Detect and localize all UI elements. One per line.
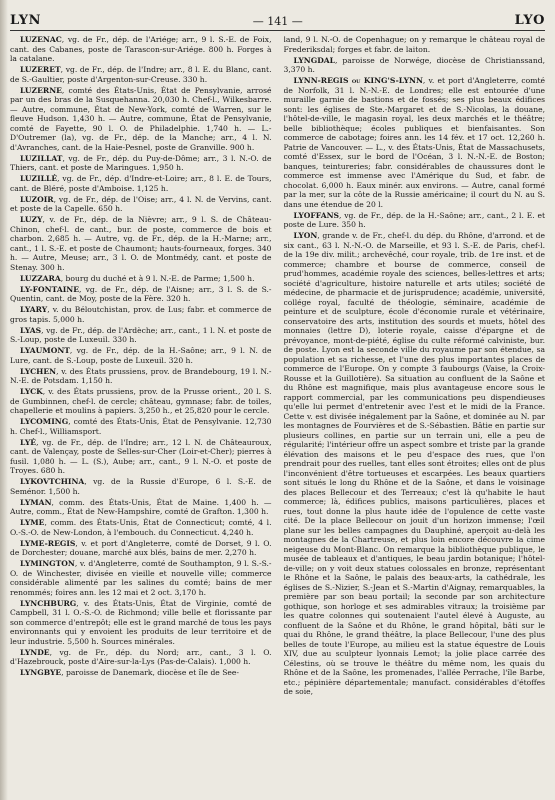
- entry-text: , v. des États prussiens, prov. de Brandebourg, 19 l. N.-N.-E. de Potsdam. 1,150 h.: [10, 366, 272, 385]
- dictionary-entry: [10, 285, 272, 304]
- entry-headword: LYNGBYE: [20, 668, 62, 677]
- entry-text: , v. et port d'Angleterre, comté de Dorset, 9 l. O. de Dorchester; douane, marché aux blés, bains de mer. 2,270 h.: [10, 538, 272, 557]
- dictionary-entry: [10, 86, 272, 153]
- entry-headword: LUZILLÉ: [20, 174, 58, 183]
- entry-text: , vg. de Fr., dép. de l'Ardèche; arr., cant., 1 l. N. et poste de S.-Loup, poste de Luxeuil. 330 h.: [10, 325, 272, 344]
- entry-text: , vg. de Fr., dép. d'Indre-et-Loire; arr., 8 l. E. de Tours, cant. de Bléré, poste d'Amboise. 1,125 h.: [10, 174, 272, 193]
- dictionary-entry: [284, 211, 546, 230]
- entry-headword: LUZILLAT: [20, 153, 63, 163]
- dictionary-entry: [10, 518, 272, 537]
- entry-headword: LYMINGTON: [20, 559, 75, 568]
- entry-headword: LYMAN: [20, 497, 52, 507]
- entry-headword: LYARY: [20, 305, 48, 314]
- entry-text: , vg. de Fr., dép. de l'Ariége; arr., 9 l. S.-E. de Foix, cant. des Cabanes, poste de Tarascon-sur-Ariége. 800 h. Forges à la catalane.: [10, 35, 272, 63]
- entry-text: , v. des États prussiens, prov. de la Prusse orient., 20 l. S. de Gumbinnen, chef-l. de cercle; château, gymnase; fabr. de toiles, chapellerie et moulins à papiers. 3,250 h., et 25,820 pour le cercle.: [10, 387, 272, 415]
- dictionary-entry: [10, 539, 272, 558]
- dictionary-entry: [10, 559, 272, 597]
- dictionary-entry: [10, 215, 272, 272]
- entry-text: , grande v. de Fr., chef-l. du dép. du Rhône, d'arrond. et de six cant., 63 l. N.-N.-O. de Marseille, et 93 l. S.-E. de Paris, chef-l. de la 19e div. milit.; archevêché, cour royale, trib. de 1re inst. et de commerce; chambre et bourse de commerce, conseil de prud'hommes, académie royale des sciences, belles-lettres et arts; société d'agriculture, histoire naturelle et arts utiles; société de médecine, de pharmacie et de jurisprudence; académie, université, collége royal, faculté de théologie, séminaire, académie de peinture et de sculpture, école d'économie rurale et vétérinaire, conservatoire des arts, institution des sourds et muets, hôtel des monnaies (lettre D), loterie royale, caisse d'épargne et de prévoyance, mont-de-piété, église du culte réformé calviniste, bur. de poste. Lyon est la seconde ville du royaume par son étendue, sa population et sa richesse, et l'une des plus importantes places de commerce de l'Europe. On y compte 3 faubourgs (Vaise, la Croix-Rousse et la Guillotière). Sa situation au confluent de la Saône et du Rhône est magnifique, mais plus avantageuse encore sous le rapport commercial, par les communications peu dispendieuses qu'elle lui permet d'entretenir avec l'est et le midi de la France. Cette v. est divisée inégalement par la Saône, et dominée au N. par les montagnes de Fourvières et de S.-Sébastien. Bâtie en partie sur plusieurs collines, en partie sur un terrain uni, elle a peu de régularité; l'intérieur offre un aspect sombre et triste par la grande élévation des maisons et le peu d'espace des rues, que l'on prendrait pour des ruelles, tant elles sont étroites; elles ont de plus l'inconvénient d'être tortueuses et escarpées. Les beaux quartiers sont situés le long du Rhône et de la Saône, et dans le voisinage des places Bellecour et des Terreaux; c'est là qu'habite le haut commerce; là, édifices publics, maisons particulières, places et rues, tout donne la plus haute idée de l'opulence de cette vaste cité. De la place Bellecour on jouit d'un horizon immense; l'œil plane sur les belles campagnes du Dauphiné, aperçoit au-delà les montagnes de la Chartreuse, et plus loin encore découvre la cime neigeuse du Mont-Blanc. On remarque la bibliothèque publique, le musée de tableaux et d'antiques, le beau jardin botanique; l'hôtel-de-ville; on y voit deux statues colossales en bronze, représentant le Rhône et la Saône, le palais des beaux-arts, la cathédrale, les églises de S.-Nizier, S.-Jean et S.-Martin d'Aignay, remarquables, la première par son beau portail; la seconde par son architecture gothique, son horloge et ses admirables vitraux; la troisième par les quatre colonnes qui soutenaient l'autel élevé à Auguste, au confluent de la Saône et du Rhône, le grand hôpital, bâti sur le quai du Rhône, le grand théâtre, la place Bellecour, l'une des plus belles de toute l'Europe, au milieu est la statue équestre de Louis XIV, due au sculpteur lyonnais Lemot; la jolie place carrée des Célestins, où se trouve le théâtre du même nom, les quais du Rhône et de la Saône, les promenades, l'allée Perrache, l'île Barbe, etc.; pépinière départementale; manufact. considérables d'étoffes de soie,: [283, 231, 545, 696]
- entry-headword: LYME: [20, 518, 45, 527]
- dictionary-entry: [10, 367, 272, 386]
- entry-text: , comté des États-Unis, État de Pensylvanie. 12,730 h. Chef-l., Williamsport.: [10, 417, 272, 436]
- entry-headword: LYNGDAL: [293, 55, 336, 65]
- entry-headword: LYME-REGIS: [20, 538, 76, 548]
- right-column: [284, 35, 546, 797]
- entry-text: , v. de Fr., dép. de la Nièvre; arr., 9 l. S. de Château-Chinon, chef-l. de cant., bur. de poste, commerce de bois et charbon. 2,685 h. — Autre, vg. de Fr., dép. de la H.-Marne; arr., cant., 1 l. S.-E. et poste de Chaumont; hauts-fourneaux, forges. 340 h. — Autre, Meuse; arr., 3 l. O. de Montmédy, cant. et poste de Stenay. 300 h.: [10, 215, 272, 272]
- entry-headword: LYKOVTCHINA: [20, 477, 85, 486]
- dictionary-entry: [10, 599, 272, 647]
- dictionary-entry: [10, 346, 272, 365]
- dictionary-entry: [284, 231, 546, 697]
- page-number: — 141 —: [252, 15, 303, 28]
- entry-text: , vg. de Fr., dép. de la H.-Saône; arr., cant., 2 l. E. et poste de Lure. 350 h.: [283, 210, 545, 229]
- entry-headword: LUZOIR: [20, 194, 54, 204]
- dictionary-entry: [10, 417, 272, 436]
- entry-headword: LYOFFANS: [293, 210, 340, 220]
- dictionary-entry: [10, 326, 272, 345]
- entry-text: , comm. des États-Unis, État de Maine. 1,400 h. — Autre, comm., État de New-Hampshire, comté de Grafton. 1,300 h.: [10, 497, 272, 516]
- dictionary-entry: [284, 76, 546, 209]
- entry-text: , vg. de Fr., dép. de l'Indre; arr., 12 l. N. de Châteauroux, cant. de Valençay, poste de Selles-sur-Cher (Loir-et-Cher); pierres à fusil. 1,080 h. — L. (S.), Aube; arr., cant., 9 l. N.-O. et poste de Troyes. 680 h.: [10, 437, 272, 475]
- entry-text: , vg. de Fr., dép. de l'Oise; arr., 4 l. N. de Vervins, cant. et poste de la Capelle. 650 h.: [10, 194, 272, 213]
- entry-text: , vg. de la Russie d'Europe, 6 l. S.-E. de Seménor. 1,500 h.: [10, 477, 272, 496]
- entry-text: land, 9 l. N.-O. de Copenhague; on y remarque le château royal de Frederiksdal; forges et fabr. de laiton.: [283, 35, 545, 54]
- dictionary-entry: [10, 65, 272, 84]
- entry-text: , vg. de Fr., dép. de la H.-Saône; arr., 9 l. N. de Lure, cant. de S.-Loup, poste de Luxeuil. 320 h.: [10, 346, 272, 365]
- dictionary-entry: [10, 438, 272, 476]
- entry-text: , v. du Béloutchistan, prov. de Lus; fabr. et commerce de gros tapis. 5,000 h.: [10, 305, 272, 324]
- entry-headword: LUZENAC: [20, 35, 62, 44]
- entry-headword: LYNCHBURG: [20, 598, 77, 608]
- page-header: [10, 6, 545, 31]
- entry-headword: LUZZARA: [20, 273, 61, 283]
- entry-headword: LUZERET: [20, 65, 61, 74]
- entry-text: , paroisse de Norwége, diocèse de Christianssand, 3,370 h.: [283, 55, 545, 74]
- entry-text: , v. d'Angleterre, comté de Southampton, 9 l. S.-S.-O. de Winchester, divisée en vieille et nouvelle ville; commerce considérable alimenté par les salines du comté; bains de mer renommés; foires ann. les 12 mai et 2 oct. 3,170 h.: [10, 559, 272, 597]
- entry-headword: LYCHEN: [20, 366, 57, 376]
- dictionary-entry: [10, 648, 272, 667]
- entry-text: , paroisse de Danemark, diocèse et île de See-: [61, 668, 239, 677]
- entry-headword: LYAUMONT: [20, 346, 70, 355]
- entry-text: , comté des États-Unis, État de Pensylvanie, arrosé par un des bras de la Susquehanna. 20,030 h. Chef-l., Wilkesbarre. — Autre, commune, État de New-York, comté de Warren, sur le fleuve Hudson. 1,430 h. — Autre, commune, État de Pensylvanie, comté de Fayette, 90 l. O. de Philadelphie. 1,740 h. — L.-D'Outremer (la), vg. de Fr., dép. de la Manche; arr., 4 l. N. d'Avranches, cant. de la Haie-Pesnel, poste de Granville. 900 h.: [10, 85, 272, 152]
- binding-shadow: [0, 0, 8, 800]
- entry-headword: LYÉ: [20, 437, 37, 447]
- entry-text: , v. et port d'Angleterre, comté de Norfolk, 31 l. N.-N.-E. de Londres; elle est entourée d'une muraille garnie de bastions et de fossés; ses plus beaux édifices sont: les églises de Ste.-Margaret et de S.-Nicolas, la douane, l'hôtel-de-ville, le magasin royal, les deux marchés et le théâtre; belle bibliothèque; écoles publiques et bienfaisantes. Son commerce de cabotage; foires ann. les 14 fév. et 17 oct. 12,260 h. Patrie de Vancouver. — L., v. des États-Unis, État de Massachusets, comté d'Essex, sur le bord de l'Océan, 3 l. N.-N.-E. de Boston; banques, teintureries; fabr. considérables de chaussures dont le commerce est immense avec l'Amérique du Sud, et fabr. de chocolat. 6,000 h. Eaux minér. aux environs. — Autre, canal formé par la mer, sur la côte de la Russie américaine; il court du N. au S. dans une étendue de 20 l.: [283, 76, 545, 209]
- entry-headword: LUZERNE: [20, 85, 62, 95]
- dictionary-entry: [284, 56, 546, 75]
- two-column-body: [10, 35, 545, 797]
- entry-headword: LYCOMING: [20, 417, 69, 426]
- entry-text: , bourg du duché et à 9 l. N.-E. de Parme; 1,500 h.: [60, 273, 255, 283]
- entry-text: , v. des États-Unis, État de Virginie, comté de Campbell, 31 l. O.-S.-O. de Richmond; ville belle et florissante par son commerce d'entrepôt; elle est le grand marché de tous les pays environnants qui y envoient les produits de leur territoire et de leur industrie. 5,500 h. Sources minérales.: [10, 598, 272, 646]
- dictionary-entry: [10, 274, 272, 284]
- dictionary-entry: [10, 668, 272, 678]
- dictionary-entry: [10, 174, 272, 193]
- entry-text: , vg. de Fr., dép. du Nord; arr., cant., 3 l. O. d'Hazebrouck, poste d'Aire-sur-la-Lys (Pas-de-Calais). 1,000 h.: [10, 647, 272, 666]
- dictionary-entry: [10, 387, 272, 416]
- entry-text: , vg. de Fr., dép. de l'Aisne; arr., 3 l. S. de S.-Quentin, cant. de Moy, poste de la Fère. 320 h.: [10, 284, 272, 303]
- dictionary-entry: [10, 195, 272, 214]
- dictionary-entry: [10, 498, 272, 517]
- entry-headword: LYAS: [20, 325, 42, 335]
- dictionary-entry: [10, 35, 272, 64]
- dictionary-entry: [10, 305, 272, 324]
- entry-text: , vg. de Fr., dép. de l'Indre; arr., 8 l. E. du Blanc, cant. de S.-Gaultier, poste d'Argenton-sur-Creuse. 330 h.: [10, 65, 272, 84]
- entry-headword: LYNDE: [20, 647, 50, 657]
- dictionary-entry: [284, 35, 546, 54]
- entry-text: , vg. de Fr., dép. du Puy-de-Dôme; arr., 3 l. N.-O. de Thiers, cant. et poste de Maringues. 1,950 h.: [10, 153, 272, 172]
- entry-headword: LYON: [293, 231, 318, 240]
- dictionary-entry: [10, 154, 272, 173]
- dictionary-entry: [10, 477, 272, 496]
- entry-headword: LY-FONTAINE: [20, 284, 80, 294]
- running-head-right: LYO: [514, 13, 545, 28]
- entry-headword: LUZY: [20, 215, 43, 224]
- running-head-left: LYN: [10, 13, 41, 28]
- entry-headword: LYNN-REGIS ou KING'S-LYNN: [293, 76, 423, 85]
- entry-text: , comm. des États-Unis, État de Connecticut; comté, 4 l. O.-S.-O. de New-London, à l'embouch. du Connecticut. 4,240 h.: [10, 518, 272, 537]
- left-column: [10, 35, 272, 797]
- entry-headword: LYCK: [20, 387, 43, 396]
